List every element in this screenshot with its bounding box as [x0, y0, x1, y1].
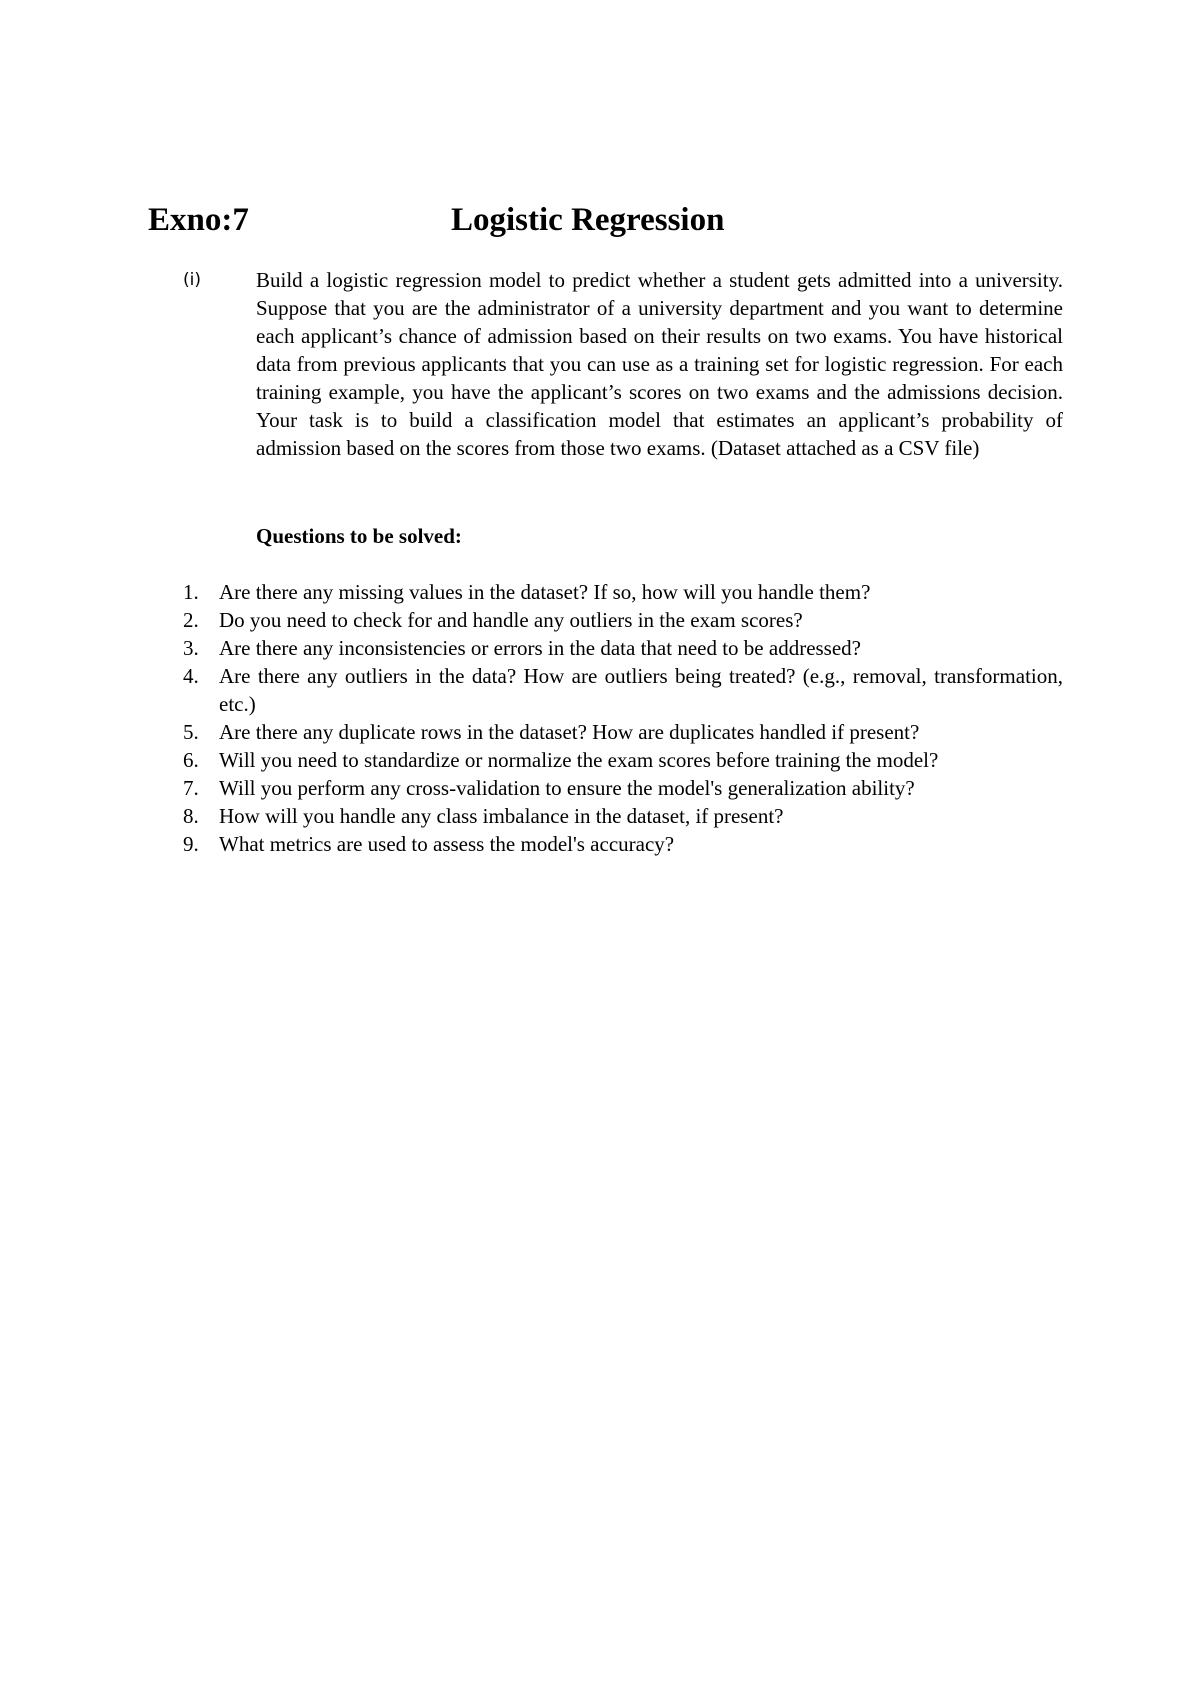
question-text: Are there any duplicate rows in the dataset? How are duplicates handled if present? [219, 720, 920, 744]
question-item [183, 634, 1063, 662]
title-row [148, 198, 1068, 242]
question-item [183, 830, 1063, 858]
question-text: Are there any missing values in the dataset? If so, how will you handle them? [219, 580, 871, 604]
question-number: 9. [183, 832, 199, 856]
question-item [183, 578, 1063, 606]
questions-heading: Questions to be solved: [256, 524, 462, 548]
question-number: 5. [183, 720, 199, 744]
question-number: 6. [183, 748, 199, 772]
question-number: 2. [183, 608, 199, 632]
question-number: 8. [183, 804, 199, 828]
question-item [183, 802, 1063, 830]
intro-marker: (i) [183, 270, 201, 290]
question-text: What metrics are used to assess the model's accuracy? [219, 832, 675, 856]
page-title: Logistic Regression [451, 202, 725, 238]
question-item [183, 718, 1063, 746]
question-item [183, 746, 1063, 774]
question-number: 7. [183, 776, 199, 800]
question-item [183, 606, 1063, 634]
intro-text: Build a logistic regression model to predict whether a student gets admitted into a university. Suppose that you are the administrator of a university department and you want to determine each applicant’s chance of admission based on their results on two exams. You have historical data from previous applicants that you can use as a training set for logistic regression. For each training example, you have the applicant’s scores on two exams and the admissions decision. Your task is to build a classification model that estimates an applicant’s probability of admission based on the scores from those two exams. (Dataset attached as a CSV file) [256, 268, 1063, 460]
question-text: Will you need to standardize or normalize the exam scores before training the model? [219, 748, 939, 772]
question-item [183, 662, 1063, 718]
question-number: 3. [183, 636, 199, 660]
question-text: Do you need to check for and handle any outliers in the exam scores? [219, 608, 803, 632]
questions-list [183, 578, 1063, 858]
question-item [183, 774, 1063, 802]
question-text: Will you perform any cross-validation to ensure the model's generalization ability? [219, 776, 915, 800]
question-text: Are there any inconsistencies or errors in the data that need to be addressed? [219, 636, 861, 660]
exercise-number: Exno:7 [148, 202, 249, 238]
question-text: How will you handle any class imbalance in the dataset, if present? [219, 804, 784, 828]
question-number: 1. [183, 580, 199, 604]
question-number: 4. [183, 664, 199, 688]
question-text: Are there any outliers in the data? How are outliers being treated? (e.g., removal, transformation, etc.) [219, 664, 1063, 716]
